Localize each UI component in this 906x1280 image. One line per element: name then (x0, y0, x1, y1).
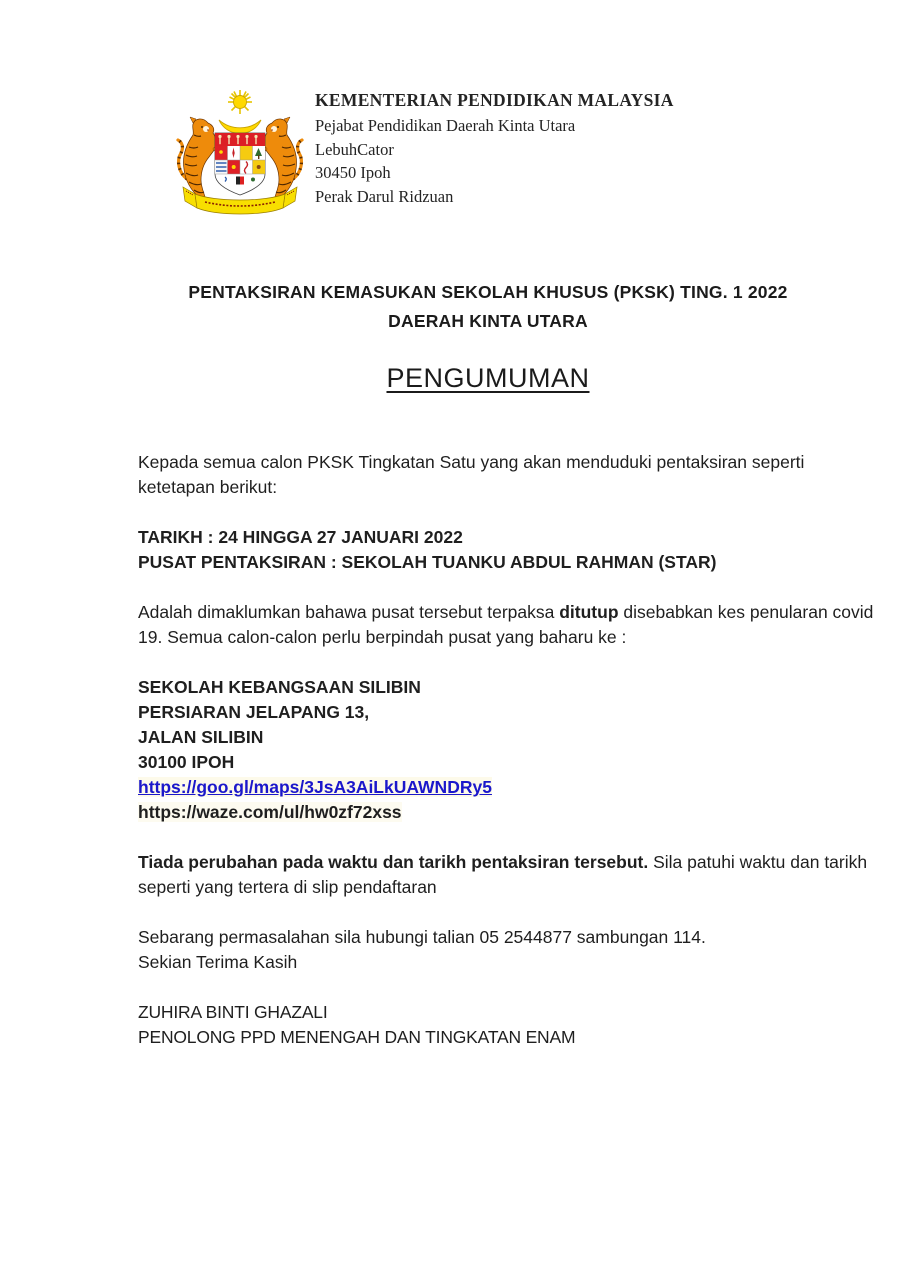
schedule-notice-bold: Tiada perubahan pada waktu dan tarikh pentaksiran tersebut. (138, 852, 649, 872)
date-line: TARIKH : 24 HINGGA 27 JANUARI 2022 (138, 527, 463, 547)
new-centre-street: PERSIARAN JELAPANG 13, (138, 702, 370, 722)
signatory-position: PENOLONG PPD MENENGAH DAN TINGKATAN ENAM (138, 1027, 576, 1047)
signature-block (138, 1000, 878, 1050)
google-maps-link[interactable]: https://goo.gl/maps/3JsA3AiLkUAWNDRy5 (138, 777, 492, 797)
letterhead (175, 87, 674, 218)
signatory-name: ZUHIRA BINTI GHAZALI (138, 1002, 328, 1022)
ministry-name: KEMENTERIAN PENDIDIKAN MALAYSIA (315, 90, 674, 110)
document-body (138, 450, 878, 1075)
letterhead-text (315, 87, 674, 218)
assessment-details (138, 525, 878, 575)
malaysia-coat-of-arms-logo (175, 87, 305, 218)
new-centre-name: SEKOLAH KEBANGSAAN SILIBIN (138, 677, 421, 697)
contact-line: Sebarang permasalahan sila hubungi talian 05 2544877 sambungan 114. (138, 927, 706, 947)
centre-line: PUSAT PENTAKSIRAN : SEKOLAH TUANKU ABDUL RAHMAN (STAR) (138, 552, 717, 572)
closure-paragraph: Adalah dimaklumkan bahawa pusat tersebut terpaksa ditutup disebabkan kes penularan covid 19. Semua calon-calon perlu berpindah pusat yang baharu ke : (138, 602, 874, 647)
document-title-line2: DAERAH KINTA UTARA (388, 311, 588, 331)
schedule-notice-paragraph: Tiada perubahan pada waktu dan tarikh pentaksiran tersebut. Sila patuhi waktu dan tarikh seperti yang tertera di slip pendaftaran (138, 852, 868, 897)
announcement-heading: PENGUMUMAN (386, 363, 590, 393)
closing-line: Sekian Terima Kasih (138, 952, 298, 972)
letterhead-postcode-line: 30450 Ipoh (315, 163, 391, 182)
shield-icon (215, 133, 265, 195)
document-title (138, 278, 838, 336)
document-title-line1: PENTAKSIRAN KEMASUKAN SEKOLAH KHUSUS (PKSK) TING. 1 2022 (188, 282, 788, 302)
new-centre-city: 30100 IPOH (138, 752, 235, 772)
waze-link[interactable]: https://waze.com/ul/hw0zf72xss (138, 802, 402, 822)
letterhead-office-line: Pejabat Pendidikan Daerah Kinta Utara (315, 116, 576, 135)
federal-star-icon (228, 90, 252, 114)
letterhead-street-line: LebuhCator (315, 139, 394, 159)
closure-bold-word: ditutup (559, 602, 619, 622)
new-centre-road: JALAN SILIBIN (138, 727, 264, 747)
intro-paragraph: Kepada semua calon PKSK Tingkatan Satu yang akan menduduki pentaksiran seperti ketetapan berikut: (138, 452, 805, 497)
contact-paragraph (138, 925, 878, 975)
letterhead-state-line: Perak Darul Ridzuan (315, 186, 454, 206)
crescent-icon (219, 120, 261, 134)
